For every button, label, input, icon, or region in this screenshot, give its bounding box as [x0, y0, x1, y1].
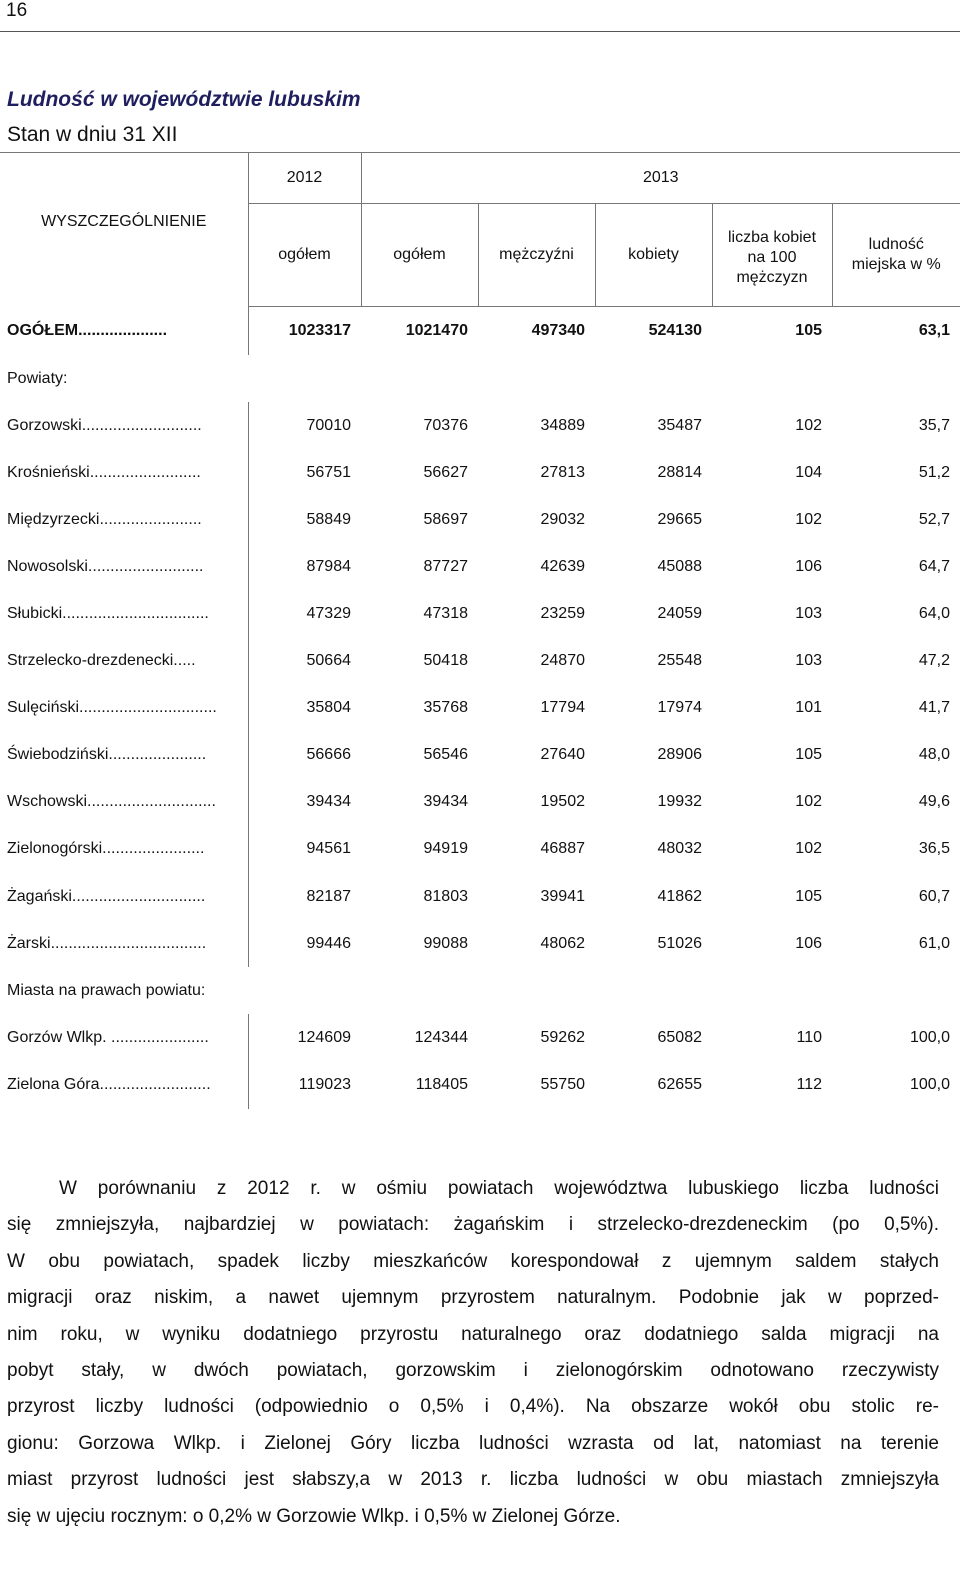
row-value: 55750	[540, 1075, 585, 1093]
row-value: 102	[795, 416, 822, 434]
row-value: 105	[795, 887, 822, 905]
row-value: 24870	[540, 652, 585, 670]
row-value	[595, 967, 712, 1014]
row-value: 58697	[423, 510, 468, 528]
table-row	[0, 590, 960, 637]
row-value: 118405	[415, 1075, 468, 1093]
row-value: 106	[795, 557, 822, 575]
row-value: 100,0	[909, 1028, 950, 1046]
row-value: 106	[795, 934, 822, 952]
row-value: 110	[796, 1028, 822, 1046]
row-value: 45088	[657, 557, 702, 575]
row-value: 35,7	[918, 416, 950, 434]
row-value: 50418	[423, 652, 468, 670]
row-value	[712, 967, 832, 1014]
row-value: 48032	[657, 840, 702, 858]
table-row	[0, 1061, 960, 1108]
row-value: 50664	[306, 652, 351, 670]
row-value: 99446	[306, 934, 351, 952]
row-value: 35768	[423, 699, 468, 717]
page-number: 16	[6, 0, 28, 21]
row-value: 63,1	[918, 322, 950, 339]
header-kobiet-na-100: liczba kobiet na 100 mężczyzn	[712, 204, 832, 307]
row-value: 17974	[657, 699, 702, 717]
row-value: 56666	[306, 746, 351, 764]
row-value	[712, 355, 832, 402]
table-row	[0, 920, 960, 967]
row-value: 48,0	[918, 746, 950, 764]
commentary-paragraph	[7, 1171, 939, 1535]
row-value: 524130	[648, 322, 702, 339]
row-value: 497340	[531, 322, 585, 339]
row-value: 34889	[540, 416, 585, 434]
table-row	[0, 307, 960, 356]
row-value: 124344	[414, 1028, 468, 1046]
row-value: 51026	[657, 934, 702, 952]
row-value: 58849	[306, 510, 351, 528]
paragraph-line: W obu powiatach, spadek liczby mieszkańców korespondował z ujemnym saldem stałych	[7, 1250, 939, 1272]
row-value	[248, 967, 361, 1014]
row-value: 62655	[657, 1075, 702, 1093]
row-value: 87984	[306, 557, 351, 575]
header-ogolem-2012: ogółem	[248, 204, 361, 307]
row-value: 25548	[657, 652, 702, 670]
row-label: Krośnieński.........................	[0, 449, 248, 496]
row-value: 52,7	[918, 510, 950, 528]
row-value: 19932	[657, 793, 702, 811]
row-value	[478, 355, 595, 402]
row-value: 46887	[540, 840, 585, 858]
row-label: Zielona Góra.........................	[0, 1061, 248, 1108]
row-label: Żagański..............................	[0, 873, 248, 920]
row-value: 119023	[298, 1075, 351, 1093]
row-value: 27640	[540, 746, 585, 764]
row-value: 102	[795, 793, 822, 811]
row-value: 24059	[657, 605, 702, 623]
row-value: 59262	[540, 1028, 585, 1046]
row-value: 56627	[423, 463, 468, 481]
row-value: 19502	[540, 793, 585, 811]
row-value	[361, 967, 478, 1014]
row-value: 65082	[657, 1028, 702, 1046]
row-value: 29032	[540, 510, 585, 528]
table-title: Ludność w województwie lubuskim	[7, 88, 361, 111]
row-value: 100,0	[909, 1075, 950, 1093]
row-label: OGÓŁEM....................	[0, 307, 248, 356]
row-value: 56751	[306, 463, 351, 481]
row-label: Nowosolski..........................	[0, 543, 248, 590]
row-value	[478, 967, 595, 1014]
row-value: 56546	[423, 746, 468, 764]
row-value: 112	[796, 1075, 822, 1093]
header-mezczyzni: mężczyźni	[478, 204, 595, 307]
row-label: Gorzowski...........................	[0, 402, 248, 449]
row-value: 47318	[423, 605, 468, 623]
paragraph-line: nim roku, w wyniku dodatniego przyrostu naturalnego oraz dodatniego salda migracji na	[7, 1323, 939, 1345]
population-table	[0, 152, 960, 1109]
row-value: 94561	[306, 840, 351, 858]
row-value: 102	[795, 510, 822, 528]
row-value: 61,0	[918, 934, 950, 952]
header-wyszczegolnienie: WYSZCZEGÓLNIENIE	[0, 153, 248, 307]
row-value: 27813	[540, 463, 585, 481]
row-value: 1023317	[288, 322, 351, 339]
row-value: 82187	[306, 887, 351, 905]
row-label: Sulęciński...............................	[0, 685, 248, 732]
row-label: Miasta na prawach powiatu:	[7, 981, 206, 999]
header-year-2012: 2012	[248, 153, 361, 204]
row-value: 35487	[657, 416, 702, 434]
table-row	[0, 1014, 960, 1061]
table-row	[0, 873, 960, 920]
table-row	[0, 967, 960, 1014]
row-value: 94919	[423, 840, 468, 858]
paragraph-line: się w ujęciu rocznym: o 0,2% w Gorzowie Wlkp. i 0,5% w Zielonej Górze.	[7, 1505, 621, 1527]
table-row	[0, 355, 960, 402]
row-value: 124609	[297, 1028, 351, 1046]
row-value: 60,7	[918, 887, 950, 905]
row-label: Zielonogórski.......................	[0, 826, 248, 873]
paragraph-line: przyrost liczby ludności (odpowiednio o 0,5% i 0,4%). Na obszarze wokół obu stolic re-	[7, 1396, 939, 1418]
table-row	[0, 496, 960, 543]
header-ogolem-2013: ogółem	[361, 204, 478, 307]
row-value: 105	[795, 322, 822, 339]
table-row	[0, 402, 960, 449]
top-rule	[0, 31, 960, 32]
row-value: 1021470	[405, 322, 468, 339]
row-value: 47,2	[918, 652, 950, 670]
row-label: Wschowski.............................	[0, 779, 248, 826]
header-kobiety: kobiety	[595, 204, 712, 307]
row-label: Żarski...................................	[0, 920, 248, 967]
row-value: 28814	[657, 463, 702, 481]
paragraph-line: W porównaniu z 2012 r. w ośmiu powiatach województwa lubuskiego liczba ludności	[59, 1178, 939, 1199]
paragraph-line: migracji oraz niskim, a nawet ujemnym przyrostem naturalnym. Podobnie jak w poprzed-	[7, 1287, 939, 1309]
row-label: Międzyrzecki.......................	[0, 496, 248, 543]
row-value: 64,0	[918, 605, 950, 623]
row-value: 23259	[540, 605, 585, 623]
row-value: 17794	[540, 699, 585, 717]
row-label: Powiaty:	[7, 369, 68, 387]
row-value: 48062	[540, 934, 585, 952]
header-ludnosc-miejska: ludność miejska w %	[832, 204, 960, 307]
table-row	[0, 826, 960, 873]
row-value: 105	[795, 746, 822, 764]
row-value: 41,7	[918, 699, 950, 717]
row-value: 39434	[306, 793, 351, 811]
row-label: Świebodziński......................	[0, 732, 248, 779]
row-value: 42639	[540, 557, 585, 575]
row-value: 103	[795, 605, 822, 623]
row-label: Słubicki.................................	[0, 590, 248, 637]
row-value: 51,2	[918, 463, 950, 481]
paragraph-line: miast przyrost ludności jest słabszy,a w 2013 r. liczba ludności w obu miastach zmniejszyła	[7, 1469, 939, 1491]
row-value: 64,7	[918, 557, 950, 575]
row-value: 81803	[423, 887, 468, 905]
paragraph-line: gionu: Gorzowa Wlkp. i Zielonej Góry liczba ludności wzrasta od lat, natomiast na terenie	[7, 1432, 939, 1454]
table-row	[0, 685, 960, 732]
table-row	[0, 449, 960, 496]
row-value: 39434	[423, 793, 468, 811]
row-value: 99088	[423, 934, 468, 952]
row-value: 41862	[657, 887, 702, 905]
row-value: 49,6	[918, 793, 950, 811]
row-value: 35804	[306, 699, 351, 717]
row-value	[832, 355, 960, 402]
row-value: 101	[795, 699, 822, 717]
row-value	[361, 355, 478, 402]
row-value: 28906	[657, 746, 702, 764]
row-value: 87727	[423, 557, 468, 575]
row-value: 47329	[306, 605, 351, 623]
row-value	[832, 967, 960, 1014]
row-value: 102	[795, 840, 822, 858]
row-value: 29665	[657, 510, 702, 528]
row-value: 104	[795, 463, 822, 481]
paragraph-line: pobyt stały, w dwóch powiatach, gorzowskim i zielonogórskim odnotowano rzeczywisty	[7, 1360, 939, 1382]
table-row	[0, 779, 960, 826]
row-value: 39941	[540, 887, 585, 905]
table-row	[0, 638, 960, 685]
table-subtitle: Stan w dniu 31 XII	[7, 123, 178, 146]
row-value: 70010	[306, 416, 351, 434]
row-label: Gorzów Wlkp. ......................	[0, 1014, 248, 1061]
row-value: 103	[795, 652, 822, 670]
header-year-2013: 2013	[361, 153, 960, 204]
row-value: 36,5	[918, 840, 950, 858]
table-row	[0, 732, 960, 779]
paragraph-line: się zmniejszyła, najbardziej w powiatach: żagańskim i strzelecko-drezdeneckim (po 0,5%).	[7, 1214, 939, 1236]
row-label: Strzelecko-drezdenecki.....	[0, 638, 248, 685]
table-row	[0, 543, 960, 590]
row-value: 70376	[423, 416, 468, 434]
row-value	[595, 355, 712, 402]
row-value	[248, 355, 361, 402]
